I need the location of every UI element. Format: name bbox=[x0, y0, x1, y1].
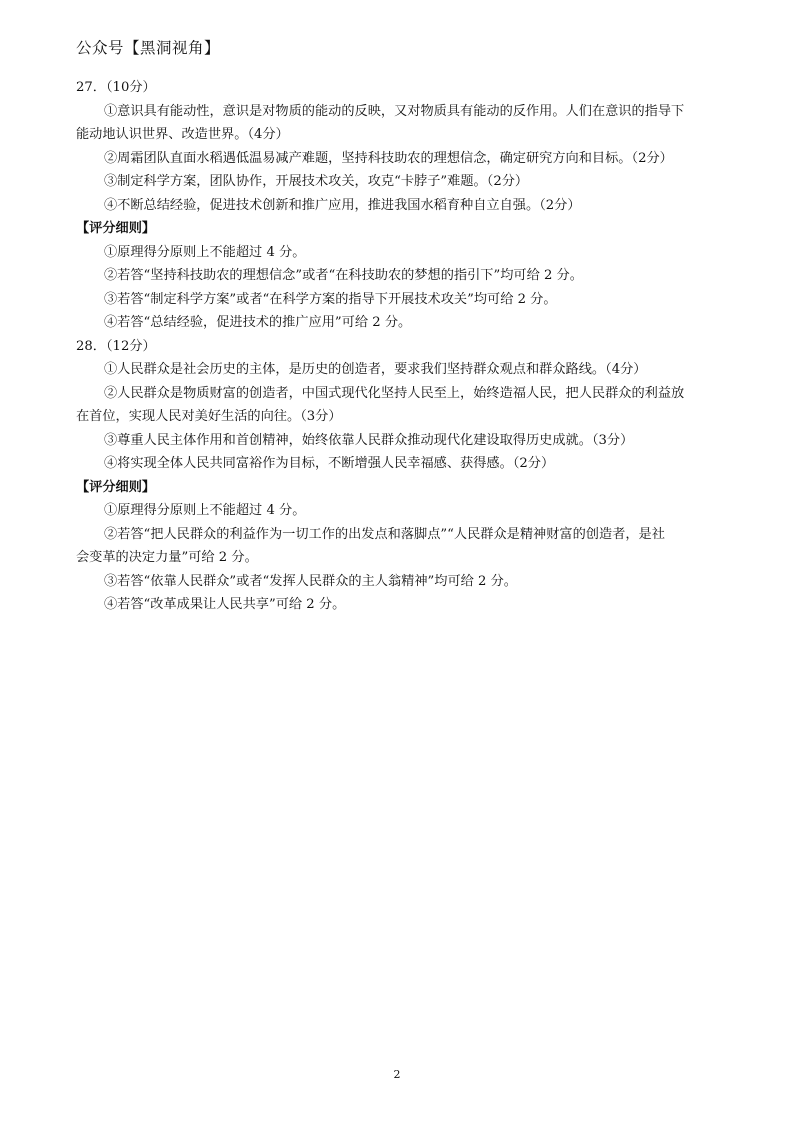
text-line: ④若答“总结经验，促进技术的推广应用”可给 2 分。 bbox=[104, 315, 412, 330]
section-heading: 【评分细则】 bbox=[76, 221, 156, 236]
text-line: ①人民群众是社会历史的主体，是历史的创造者，要求我们坚持群众观点和群众路线。（4分） bbox=[104, 362, 647, 377]
text-line: 在首位，实现人民对美好生活的向往。（3分） bbox=[76, 409, 342, 424]
text-line: ③若答“制定科学方案”或者“在科学方案的指导下开展技术攻关”均可给 2 分。 bbox=[104, 291, 557, 307]
text-line: ③尊重人民主体作用和首创精神，始终依靠人民群众推动现代化建设取得历史成就。（3分） bbox=[104, 432, 634, 448]
text-line: ②人民群众是物质财富的创造者，中国式现代化坚持人民至上，始终造福人民，把人民群众的利益放 bbox=[104, 385, 685, 401]
text-line: ②若答“坚持科技助农的理想信念”或者“在科技助农的梦想的指引下”均可给 2 分。 bbox=[104, 268, 583, 283]
page-header: 公众号【黑洞视角】 bbox=[76, 39, 221, 57]
text-line: 会变革的决定力量”可给 2 分。 bbox=[76, 550, 258, 565]
text-line: ④将实现全体人民共同富裕作为目标，不断增强人民幸福感、获得感。（2分） bbox=[104, 456, 555, 471]
text-line: ①原理得分原则上不能超过 4 分。 bbox=[104, 244, 306, 260]
text-line: 28．（12分） bbox=[76, 338, 156, 354]
text-line: ③制定科学方案，团队协作，开展技术攻关，攻克“卡脖子”难题。（2分） bbox=[104, 174, 529, 189]
text-line: ①原理得分原则上不能超过 4 分。 bbox=[104, 503, 306, 518]
text-line: 27．（10分） bbox=[76, 80, 156, 95]
section-heading: 【评分细则】 bbox=[76, 479, 156, 495]
page-number: 2 bbox=[393, 1068, 401, 1081]
text-line: ①意识具有能动性，意识是对物质的能动的反映，又对物质具有能动的反作用。人们在意识的指导下 bbox=[104, 103, 685, 119]
text-line: ③若答“依靠人民群众”或者“发挥人民群众的主人翁精神”均可给 2 分。 bbox=[104, 573, 517, 589]
answer-content bbox=[76, 76, 724, 617]
text-line: ②周霜团队直面水稻遇低温易减产难题，坚持科技助农的理想信念，确定研究方向和目标。（2分） bbox=[104, 150, 673, 166]
text-line: ④不断总结经验，促进技术创新和推广应用，推进我国水稻育种自立自强。（2分） bbox=[104, 197, 581, 213]
text-line: ④若答“改革成果让人民共享”可给 2 分。 bbox=[104, 597, 346, 612]
text-line: 能动地认识世界、改造世界。（4分） bbox=[76, 127, 289, 142]
text-line: ②若答“把人民群众的利益作为一切工作的出发点和落脚点”“人民群众是精神财富的创造者，是社 bbox=[104, 526, 665, 542]
